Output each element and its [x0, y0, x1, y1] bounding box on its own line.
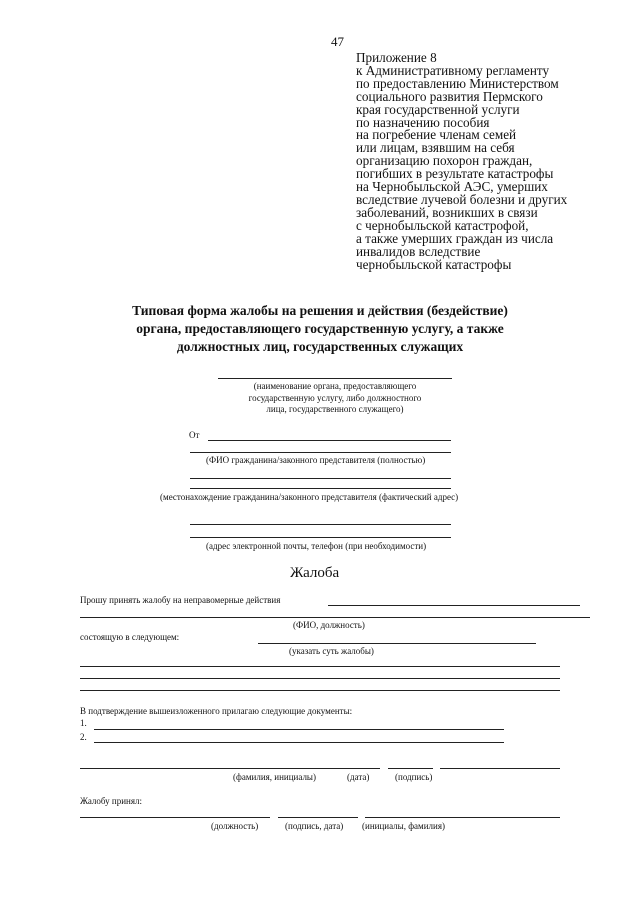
- appendix-line: инвалидов вследствие: [356, 243, 481, 259]
- complaint-request-text: Прошу принять жалобу на неправомерные действия: [80, 595, 281, 605]
- from-fio-caption: (ФИО гражданина/законного представителя (полностью): [206, 455, 426, 465]
- document-item-number: 2.: [80, 732, 87, 742]
- acceptance-initials-line[interactable]: [365, 817, 560, 818]
- signature-date-line[interactable]: [388, 768, 433, 769]
- complaint-essence-line-1[interactable]: [258, 643, 536, 644]
- page-number: 47: [331, 34, 344, 49]
- appendix-line: вследствие лучевой болезни и других: [356, 191, 568, 207]
- appendix-block: [356, 52, 567, 271]
- from-contact-line-1[interactable]: [190, 524, 451, 525]
- document-item-number: 1.: [80, 718, 87, 728]
- from-address-line-1[interactable]: [190, 478, 451, 479]
- acceptance-label: Жалобу принял:: [80, 796, 142, 806]
- appendix-line: края государственной услуги: [356, 101, 520, 117]
- appendix-line: на погребение членам семей: [356, 127, 517, 143]
- appendix-line: на Чернобыльской АЭС, умерших: [356, 179, 548, 195]
- appendix-line: к Административному регламенту: [356, 62, 550, 78]
- appendix-line: погибших в результате катастрофы: [356, 166, 554, 182]
- appendix-line: по назначению пособия: [356, 114, 490, 130]
- complaint-fio-caption: (ФИО, должность): [293, 620, 365, 630]
- acceptance-position-line[interactable]: [80, 817, 270, 818]
- appendix-line: с чернобыльской катастрофой,: [356, 217, 529, 233]
- complaint-essence-caption: (указать суть жалобы): [289, 646, 374, 656]
- complaint-essence-line-2[interactable]: [80, 666, 560, 667]
- from-label: От: [189, 430, 200, 440]
- appendix-line: Приложение 8: [356, 50, 437, 65]
- complaint-target-line-2[interactable]: [80, 617, 590, 618]
- appendix-line: чернобыльской катастрофы: [356, 256, 512, 272]
- complaint-essence-line-4[interactable]: [80, 690, 560, 691]
- addressee-caption: (наименование органа, предоставляющего государственную услугу, либо должностного лица, государственного служащего): [248, 381, 422, 414]
- acceptance-sign-date-line[interactable]: [278, 817, 358, 818]
- from-address-line-2[interactable]: [190, 488, 451, 489]
- appendix-line: социального развития Пермского: [356, 88, 543, 104]
- document-item-line[interactable]: [94, 742, 504, 743]
- acceptance-initials-caption: (инициалы, фамилия): [362, 821, 445, 831]
- acceptance-position-caption: (должность): [211, 821, 259, 831]
- complaint-essence-line-3[interactable]: [80, 678, 560, 679]
- from-fio-line-1[interactable]: [208, 440, 451, 441]
- acceptance-sign-date-caption: (подпись, дата): [285, 821, 344, 831]
- complaint-consists-text: состоящую в следующем:: [80, 632, 180, 642]
- appendix-line: по предоставлению Министерством: [356, 75, 559, 91]
- from-contact-line-2[interactable]: [190, 537, 451, 538]
- signature-name-line[interactable]: [80, 768, 380, 769]
- from-fio-line-2[interactable]: [190, 452, 451, 453]
- from-contact-caption: (адрес электронной почты, телефон (при необходимости): [206, 541, 427, 551]
- appendix-line: или лицам, взявшим на себя: [356, 140, 515, 156]
- signature-sign-line[interactable]: [440, 768, 560, 769]
- appendix-line: организацию похорон граждан,: [356, 153, 533, 169]
- documents-intro: В подтверждение вышеизложенного прилагаю следующие документы:: [80, 706, 353, 716]
- from-address-caption: (местонахождение гражданина/законного представителя (фактический адрес): [160, 492, 459, 502]
- complaint-heading: Жалоба: [290, 565, 340, 581]
- title-line: органа, предоставляющего государственную услугу, а также: [136, 321, 504, 336]
- form-title: [0, 302, 640, 356]
- signature-date-caption: (дата): [347, 772, 370, 782]
- document-item-line[interactable]: [94, 729, 504, 730]
- title-line: Типовая форма жалобы на решения и действия (бездействие): [132, 303, 508, 318]
- appendix-line: а также умерших граждан из числа: [356, 230, 554, 246]
- signature-name-caption: (фамилия, инициалы): [233, 772, 316, 782]
- signature-sign-caption: (подпись): [395, 772, 433, 782]
- addressee-line[interactable]: [218, 378, 452, 379]
- complaint-target-line-1[interactable]: [328, 605, 580, 606]
- title-line: должностных лиц, государственных служащих: [176, 339, 464, 354]
- appendix-line: заболеваний, возникших в связи: [356, 204, 538, 220]
